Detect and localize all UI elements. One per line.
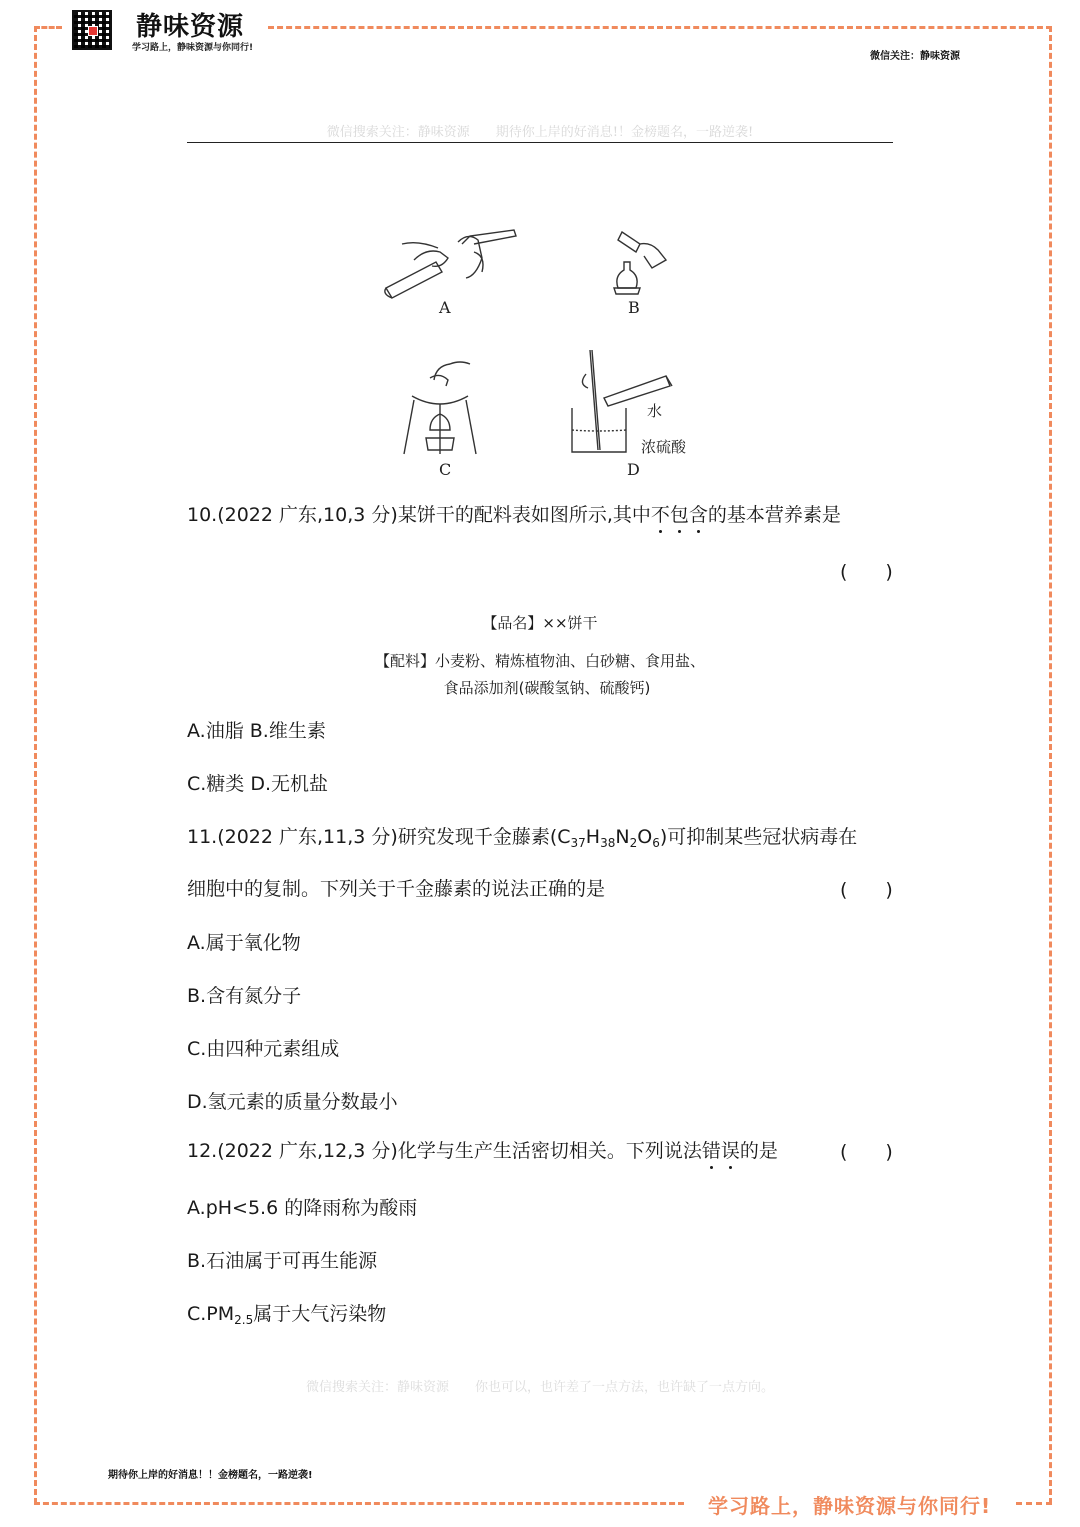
q10-options-cd: C.糖类 D.无机盐 (187, 773, 329, 795)
q10-table-ingredients-2: 食品添加剂(碳酸氢钠、硫酸钙) (443, 679, 651, 697)
q11-n: N (615, 826, 630, 848)
q11-sub-n: 2 (629, 836, 638, 850)
q10-stem (187, 500, 841, 527)
q10-emphasis-2: 包 (669, 504, 689, 526)
figure-label-a: A (439, 298, 451, 317)
q12-option-c-sub: 2.5 (234, 1313, 254, 1327)
figure-a-illustration (378, 222, 528, 302)
q11-sub-o: 6 (652, 836, 660, 850)
q11-stem-line2: 细胞中的复制。下列关于千金藤素的说法正确的是 (187, 878, 606, 900)
frame-border-bottom-right (1016, 1502, 1052, 1505)
watermark-top: 微信搜索关注：静味资源 期待你上岸的好消息!！金榜题名，一路逆袭! (326, 125, 754, 140)
q11-option-c: C.由四种元素组成 (187, 1038, 340, 1060)
figure-c-illustration (400, 356, 480, 460)
q12-option-c-suffix: 属于大气污染物 (253, 1303, 387, 1325)
q12-answer-paren: ( ) (840, 1141, 893, 1163)
figure-label-water: 水 (647, 402, 663, 420)
frame-border-bottom-left (34, 1502, 684, 1505)
qr-code-icon (72, 10, 112, 50)
q11-sub-h: 38 (600, 836, 616, 850)
q10-answer-paren: ( ) (840, 561, 893, 583)
q12-stem-suffix: 的是 (739, 1140, 778, 1162)
q10-options-ab: A.油脂 B.维生素 (187, 720, 326, 742)
footer-right-slogan: 学习路上，静味资源与你同行! (708, 1494, 992, 1518)
q12-option-c (187, 1299, 386, 1327)
q11-option-d: D.氢元素的质量分数最小 (187, 1091, 398, 1113)
frame-border-right (1049, 26, 1052, 1504)
follow-text: 微信关注：静味资源 (870, 51, 960, 62)
frame-border-top-right (268, 26, 1052, 29)
figure-label-d: D (627, 460, 640, 479)
watermark-bottom: 微信搜索关注：静味资源 你也可以，也许差了一点方法，也许缺了一点方向。 (305, 1380, 774, 1395)
q12-stem-prefix: 12.(2022 广东,12,3 分)化学与生产生活密切相关。下列说法 (187, 1140, 702, 1162)
q11-stem (187, 822, 857, 850)
q10-emphasis-3: 含 (688, 504, 708, 526)
q12-emphasis-2: 误 (720, 1140, 740, 1162)
figure-label-b: B (628, 298, 640, 317)
q12-option-a: A.pH<5.6 的降雨称为酸雨 (187, 1197, 418, 1219)
frame-border-top-left (34, 26, 62, 29)
q10-emphasis-1: 不 (650, 504, 670, 526)
q11-option-b: B.含有氮分子 (187, 985, 302, 1007)
q11-option-a: A.属于氧化物 (187, 932, 301, 954)
q10-stem-suffix: 的基本营养素是 (707, 504, 841, 526)
q11-sub-c: 37 (570, 836, 586, 850)
q11-h: H (585, 826, 601, 848)
q10-stem-prefix: 10.(2022 广东,10,3 分)某饼干的配料表如图所示,其中 (187, 504, 651, 526)
q12-option-b: B.石油属于可再生能源 (187, 1250, 378, 1272)
q12-option-c-prefix: C.PM (187, 1303, 235, 1325)
figure-b-illustration (606, 226, 676, 298)
q10-table-name: 【品名】××饼干 (482, 614, 598, 632)
footer-left-text: 期待你上岸的好消息！！金榜题名，一路逆袭! (108, 1470, 313, 1481)
q12-stem (187, 1136, 778, 1163)
header-rule (187, 142, 893, 143)
q10-table-ingredients-1: 【配料】小麦粉、精炼植物油、白砂糖、食用盐、 (374, 652, 705, 670)
q12-emphasis-1: 错 (701, 1140, 721, 1162)
q11-stem-suffix: )可抑制某些冠状病毒在 (659, 826, 858, 848)
figure-label-c: C (439, 460, 452, 479)
q11-stem-prefix: 11.(2022 广东,11,3 分)研究发现千金藤素(C (187, 826, 571, 848)
frame-border-left (34, 26, 37, 1504)
brand-name: 静味资源 (136, 12, 245, 42)
q11-o: O (637, 826, 653, 848)
brand-slogan: 学习路上，静味资源与你同行! (132, 43, 254, 53)
q11-answer-paren: ( ) (840, 879, 893, 901)
figure-label-acid: 浓硫酸 (641, 438, 687, 456)
